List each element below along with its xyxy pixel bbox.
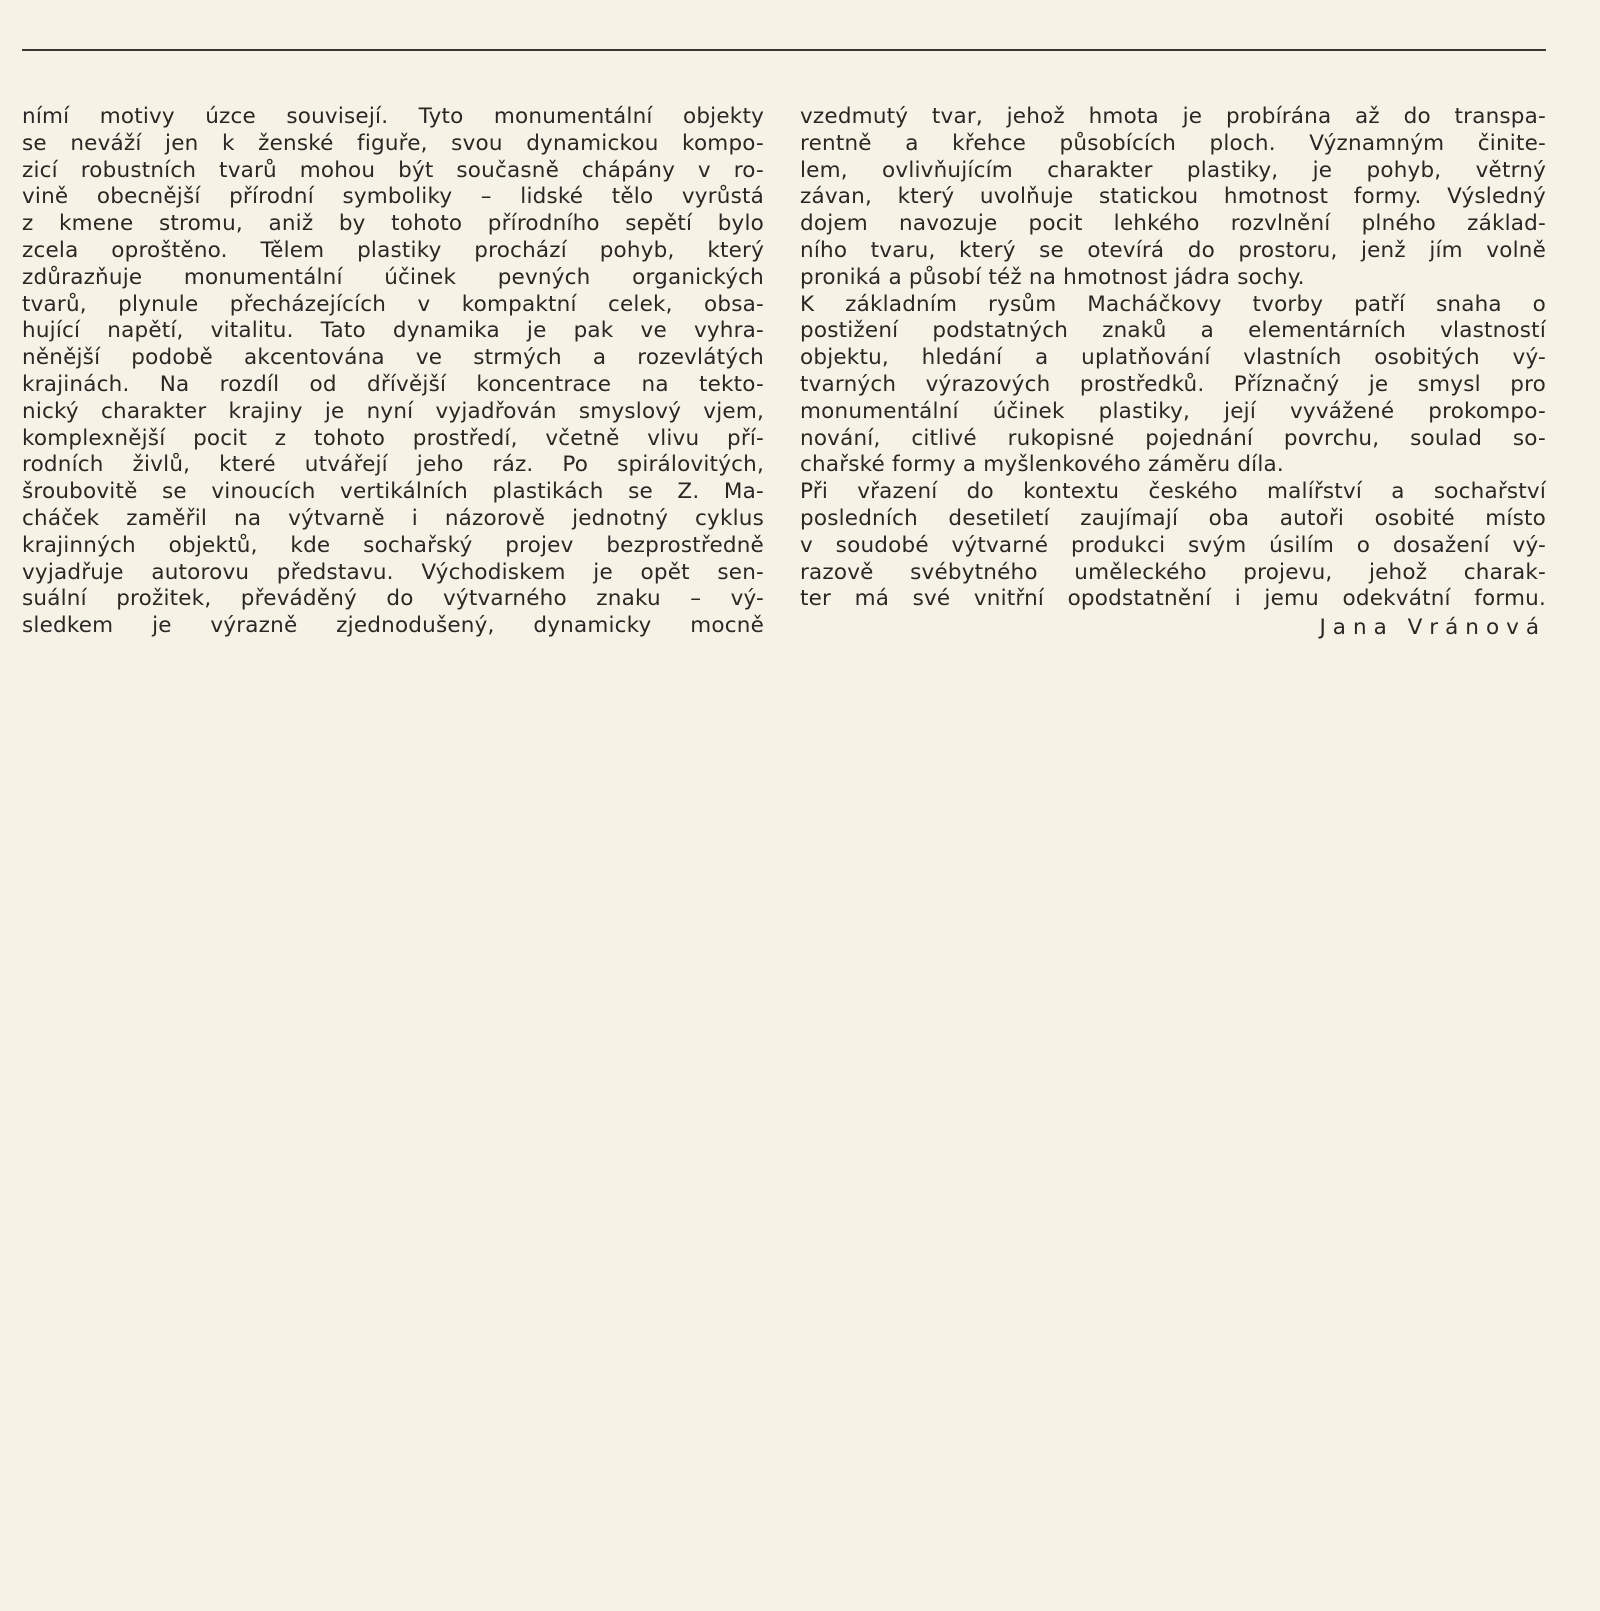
text-line: vzedmutý tvar, jehož hmota je probírána až do transpa- <box>800 104 1546 129</box>
text-line: komplexnější pocit z tohoto prostředí, včetně vlivu pří- <box>22 425 764 451</box>
text-line: zdůrazňuje monumentální účinek pevných organických <box>22 264 764 290</box>
text-line: v soudobé výtvarné produkci svým úsilím o dosažení vý- <box>800 532 1546 558</box>
text-line: se neváží jen k ženské figuře, svou dynamickou kompo- <box>22 130 764 156</box>
text-line: závan, který uvolňuje statickou hmotnost formy. Výsledný <box>800 184 1546 210</box>
text-line: rentně a křehce působících ploch. Významným činite- <box>800 130 1546 156</box>
text-line: nický charakter krajiny je nyní vyjadřován smyslový vjem, <box>22 398 764 424</box>
text-line: K základním rysům Macháčkovy tvorby patří snaha o <box>800 291 1546 317</box>
text-line: krajinách. Na rozdíl od dřívější koncentrace na tekto- <box>22 371 764 397</box>
author-signature: Jana Vránová <box>1319 615 1546 641</box>
right-column <box>800 104 1546 643</box>
text-line: šroubovitě se vinoucích vertikálních plastikách se Z. Ma- <box>22 479 764 505</box>
text-line: z kmene stromu, aniž by tohoto přírodního sepětí bylo <box>22 211 764 237</box>
text-line: vyjadřuje autorovu představu. Východiskem je opět sen- <box>22 559 764 585</box>
text-line: ter má své vnitřní opodstatnění i jemu odekvátní formu. <box>800 586 1546 612</box>
text-line: tvarů, plynule přecházejících v kompaktní celek, obsa- <box>22 291 764 317</box>
text-line: monumentální účinek plastiky, její vyvážené prokompo- <box>800 398 1546 424</box>
text-line: dojem navozuje pocit lehkého rozvlnění plného základ- <box>800 211 1546 237</box>
text-line: zicí robustních tvarů mohou být současně chápány v ro- <box>22 157 764 183</box>
left-column <box>22 104 764 640</box>
text-line: cháček zaměřil na výtvarně i názorově jednotný cyklus <box>22 505 764 531</box>
text-line: proniká a působí též na hmotnost jádra sochy. <box>800 264 1305 290</box>
text-line: objektu, hledání a uplatňování vlastních osobitých vý- <box>800 345 1546 371</box>
text-line: tvarných výrazových prostředků. Příznačný je smysl pro <box>800 371 1546 397</box>
text-line: krajinných objektů, kde sochařský projev bezprostředně <box>22 532 764 558</box>
text-line: hující napětí, vitalitu. Tato dynamika je pak ve vyhra- <box>22 318 764 344</box>
text-line: lem, ovlivňujícím charakter plastiky, je pohyb, větrný <box>800 157 1546 183</box>
text-line: sledkem je výrazně zjednodušený, dynamicky mocně <box>22 613 764 639</box>
text-line: vině obecnější přírodní symboliky – lidské tělo vyrůstá <box>22 184 764 210</box>
text-line: suální prožitek, převáděný do výtvarného znaku – vý- <box>22 586 764 612</box>
text-line: rodních živlů, které utvářejí jeho ráz. Po spirálovitých, <box>22 452 764 478</box>
text-line: Při vřazení do kontextu českého malířství a sochařství <box>800 479 1546 505</box>
text-line: razově svébytného uměleckého projevu, jehož charak- <box>800 559 1546 585</box>
text-line: ního tvaru, který se otevírá do prostoru, jenž jím volně <box>800 237 1546 263</box>
top-rule <box>22 49 1546 51</box>
text-line: zcela oproštěno. Tělem plastiky prochází pohyb, který <box>22 237 764 263</box>
text-line: něnější podobě akcentována ve strmých a rozevlátých <box>22 345 764 371</box>
text-line: nímí motivy úzce souvisejí. Tyto monumentální objekty <box>22 104 764 129</box>
text-line: posledních desetiletí zaujímají oba autoři osobité místo <box>800 505 1546 531</box>
text-line: nování, citlivé rukopisné pojednání povrchu, soulad so- <box>800 425 1546 451</box>
text-line: chařské formy a myšlenkového záměru díla. <box>800 452 1284 478</box>
text-line: postižení podstatných znaků a elementárních vlastností <box>800 318 1546 344</box>
